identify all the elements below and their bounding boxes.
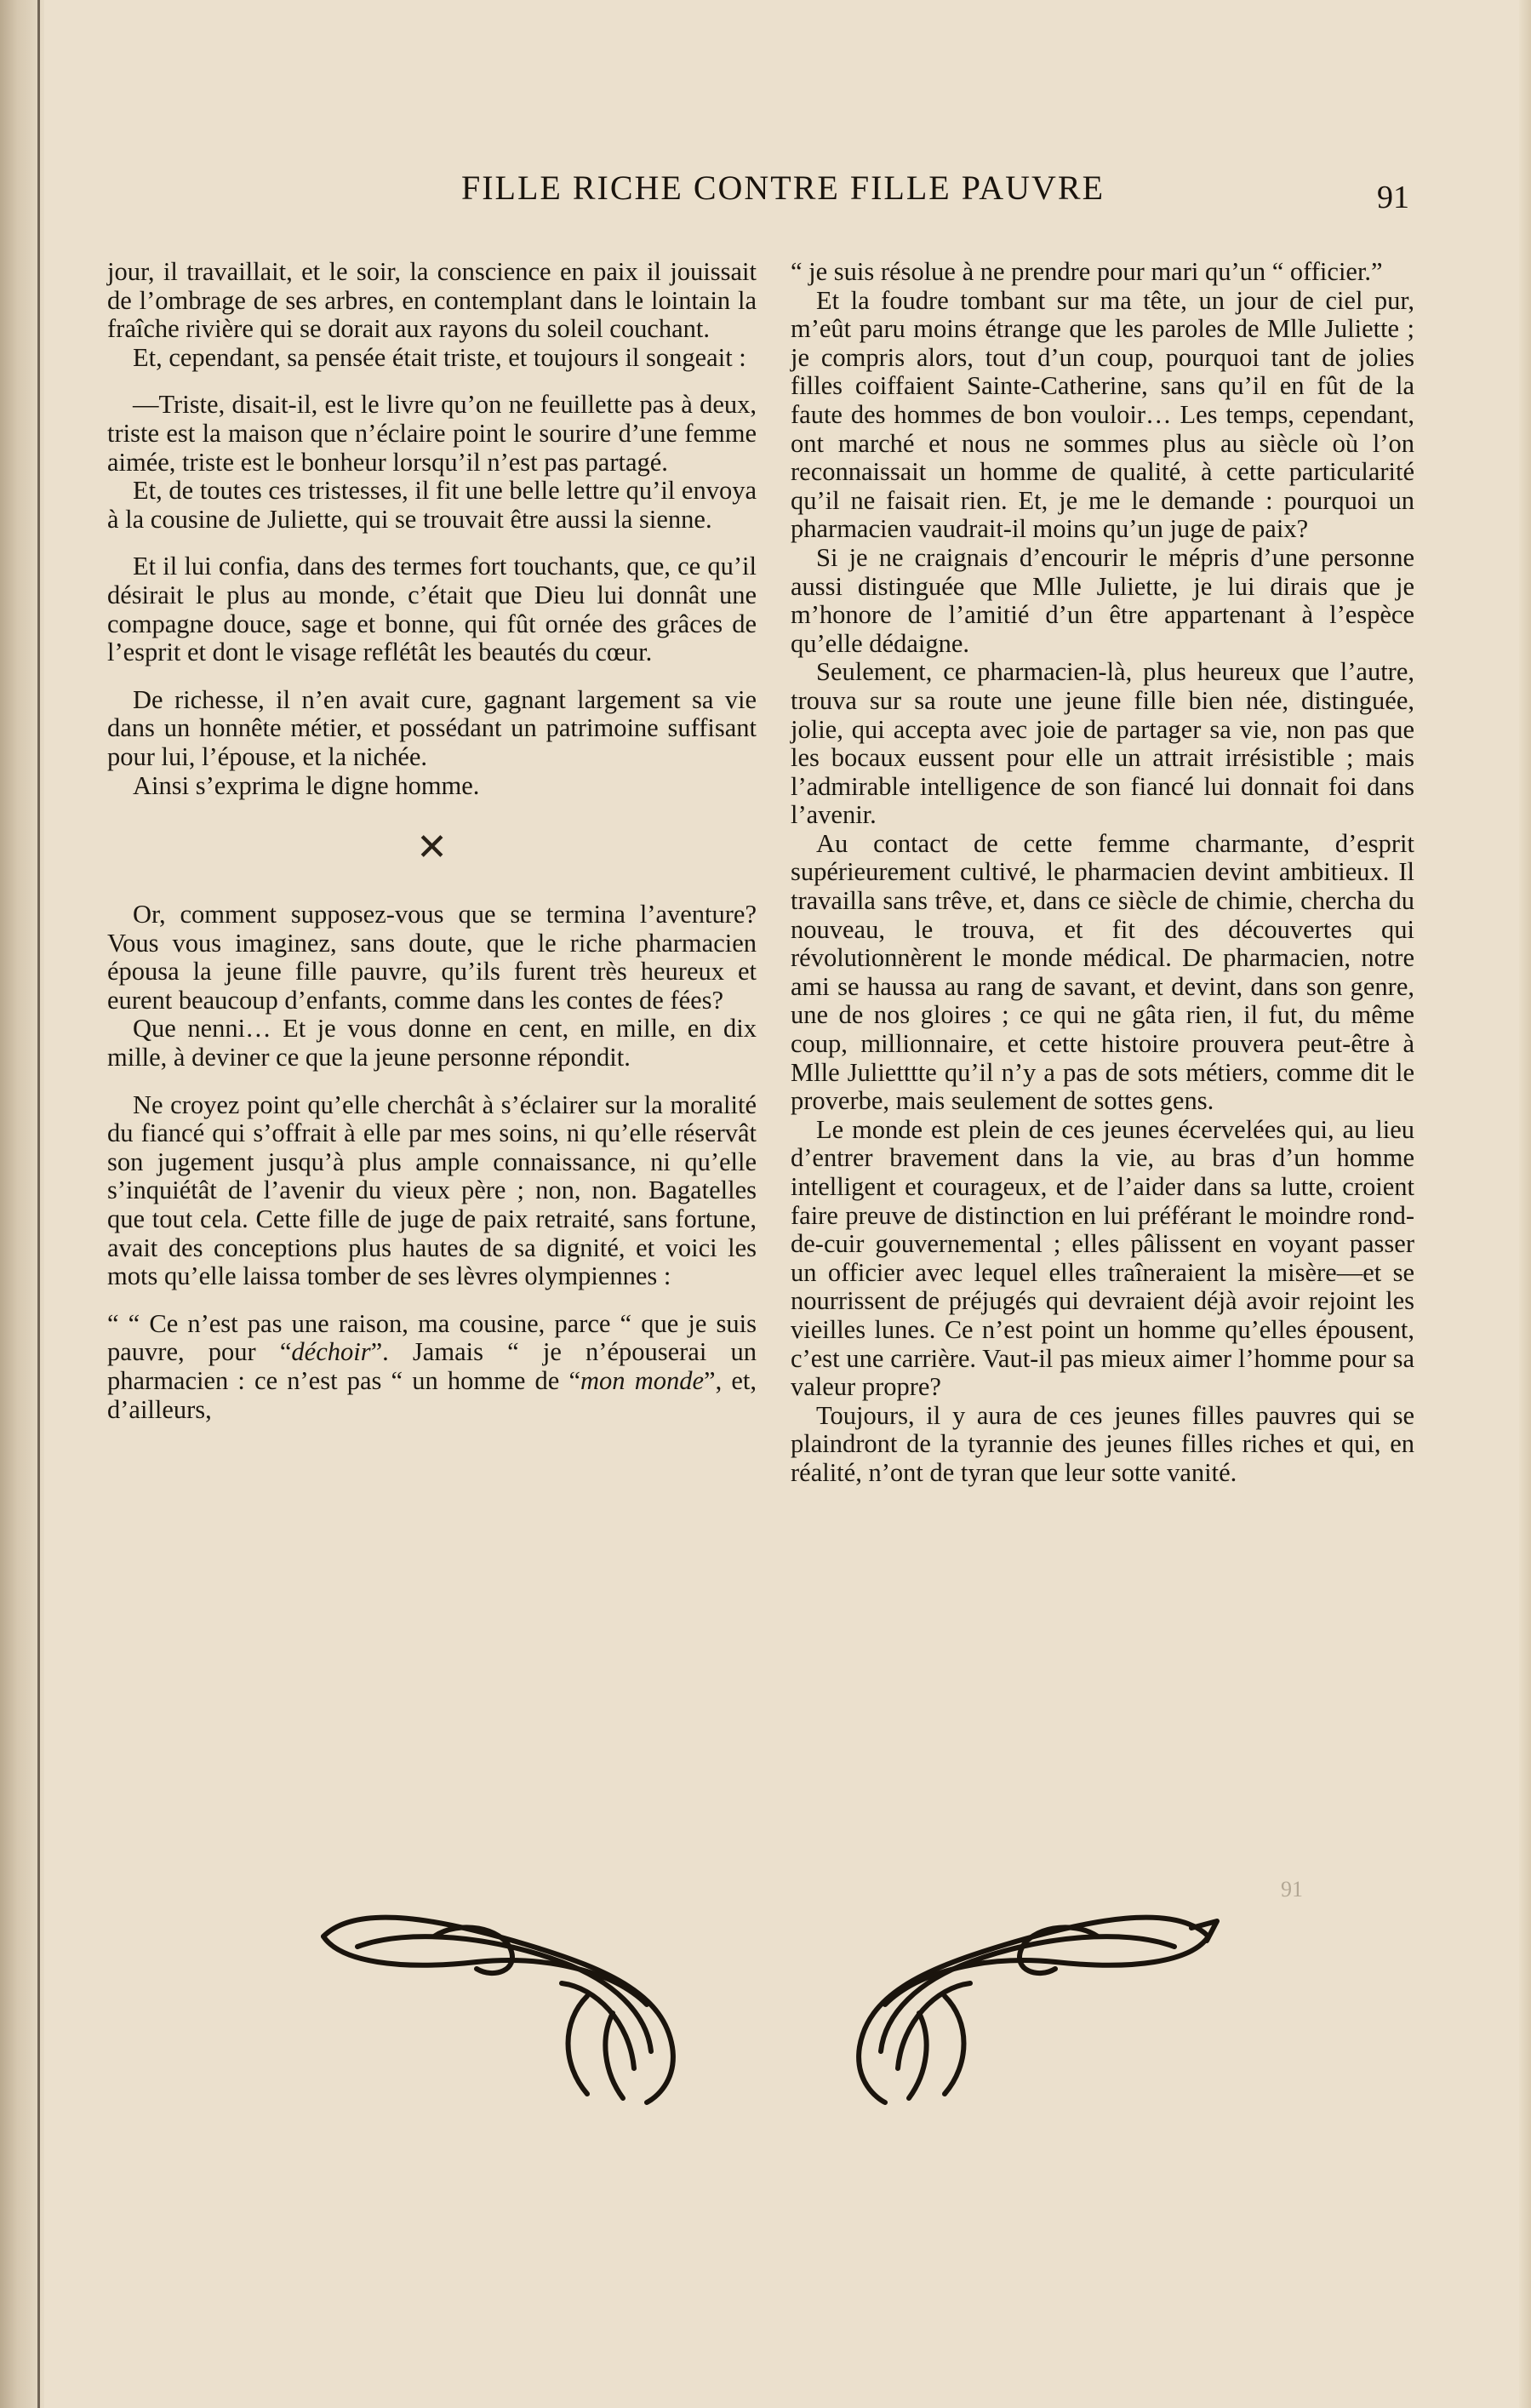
quotation-paragraph — [107, 1310, 757, 1424]
paragraph: Ainsi s’exprima le digne homme. — [133, 770, 480, 800]
paragraph: jour, il travaillait, et le soir, la conscience en paix il jouissait de l’ombrage de ses arbres, en contemplant dans le lointain la fraîche rivière qui se dorait aux rayons du soleil couchant. — [107, 257, 757, 344]
paragraph: —Triste, disait-il, est le livre qu’on ne feuillette pas à deux, triste est la maison que n’éclaire point le sourire d’une femme aimée, triste est le bonheur lorsqu’il n’est pas partagé. — [107, 390, 757, 477]
quote-text: “ “ Ce n’est pas une raison, ma cousine, parce “ que je suis pauvre, pour “ — [107, 1308, 757, 1367]
quote-text: ”, et, d’ailleurs, — [107, 1366, 757, 1424]
binding-edge — [37, 0, 40, 2408]
page-number: 91 — [1377, 180, 1409, 215]
paragraph: Ne croyez point qu’elle cherchât à s’éclairer sur la moralité du fiancé qui s’offrait à elle par mes soins, ni qu’elle réservât son jugement jusqu’à plus ample connaissance, ni qu’elle s’inquiétât de l’avenir du vieux père ; non, non. Bagatelles que tout cela. Cette fille de juge de paix retraité, sans fortune, avait des conceptions plus hautes de sa dignité, et voici les mots qu’elle laissa tomber de ses lèvres olympiennes : — [107, 1090, 757, 1291]
paragraph: Or, comment supposez-vous que se termina l’aventure? Vous vous imaginez, sans doute, que le riche pharmacien épousa la jeune fille pauvre, qu’ils furent très heureux et eurent beaucoup d’enfants, comme dans les contes de fées? — [107, 900, 757, 1015]
paragraph: Et, cependant, sa pensée était triste, et toujours il songeait : — [133, 342, 746, 372]
faded-page-mark: 91 — [1281, 1877, 1303, 1902]
left-column — [107, 258, 757, 1424]
paragraph: Et il lui confia, dans des termes fort touchants, que, ce qu’il désirait le plus au monde, c’était que Dieu lui donnât une compagne douce, sage et bonne, qui fût ornée des grâces de l’esprit et dont le visage reflétât les beautés du cœur. — [107, 552, 757, 667]
paragraph: Si je ne craignais d’encourir le mépris d’une personne aussi distinguée que Mlle Juliette, je lui dirais que je m’honore de l’amitié d’un être appartenant à l’espèce qu’elle dédaigne. — [791, 542, 1414, 658]
art-nouveau-tailpiece-icon — [306, 1902, 1225, 2107]
quote-italic-text: déchoir — [291, 1337, 371, 1367]
paragraph: Et, de toutes ces tristesses, il fit une belle lettre qu’il envoya à la cousine de Juliette, qui se trouvait être aussi la sienne. — [107, 476, 757, 534]
paragraph: Au contact de cette femme charmante, d’esprit supérieurement cultivé, le pharmacien devint ambitieux. Il travailla sans trêve, et, dans ce siècle de chimie, chercha du nouveau, le trouva, et fit des découvertes qui révolutionnèrent le monde médical. De pharmacien, notre ami se haussa au rang de savant, et devint, dans son genre, une de nos gloires ; ce qui ne gâta rien, il fut, du même coup, millionnaire, et cette histoire prouvera peut-être à Mlle Julietttte qu’il n’y a pas de sots métiers, comme dit le proverbe, mais seulement de sottes gens. — [791, 828, 1414, 1116]
running-head: FILLE RICHE CONTRE FILLE PAUVRE — [460, 169, 1105, 207]
quote-italic-text: mon monde — [580, 1366, 705, 1395]
section-separator: ✕ — [416, 826, 448, 869]
paragraph: Toujours, il y aura de ces jeunes filles pauvres qui se plaindront de la tyrannie des jeunes filles riches et qui, en réalité, n’ont de tyran que leur sotte vanité. — [791, 1400, 1414, 1487]
paragraph: “ je suis résolue à ne prendre pour mari qu’un “ officier.” — [791, 257, 1383, 286]
paragraph: Et la foudre tombant sur ma tête, un jour de ciel pur, m’eût paru moins étrange que les paroles de Mlle Juliette ; je compris alors, tout d’un coup, pourquoi tant de jolies filles coiffaient Sainte-Catherine, sans qu’il en fût de la faute des hommes de bon vouloir… Les temps, cependant, ont marché et nous ne sommes plus au siècle où l’on reconnaissait un homme de qualité, à cette particularité qu’il ne faisait rien. Et, je me le demande : pourquoi un pharmacien vaudrait-il moins qu’un juge de paix? — [791, 285, 1414, 544]
paragraph: Seulement, ce pharmacien-là, plus heureux que l’autre, trouva sur sa route une jeune fille bien née, distinguée, jolie, qui accepta avec joie de partager sa vie, non pas que les bocaux eussent pour elle un attrait irrésistible ; mais l’admirable intelligence de son fiancé lui donnait foi dans l’avenir. — [791, 657, 1414, 830]
paragraph: De richesse, il n’en avait cure, gagnant largement sa vie dans un honnête métier, et possédant un patrimoine suffisant pour lui, l’épouse, et la nichée. — [107, 684, 757, 771]
quote-text: ”. Jamais “ je n’épouserai un pharmacien : ce n’est pas “ un homme de “ — [107, 1337, 757, 1395]
page-edge — [1519, 0, 1531, 2408]
right-column — [791, 258, 1414, 1488]
paragraph: Que nenni… Et je vous donne en cent, en mille, en dix mille, à deviner ce que la jeune personne répondit. — [107, 1014, 757, 1072]
paragraph: Le monde est plein de ces jeunes écervelées qui, au lieu d’entrer bravement dans la vie, au bras d’un homme intelligent et courageux, et de l’aider dans sa lutte, croient faire preuve de distinction en lui préférant le moindre rond-de-cuir gouvernemental ; elles pâlissent en voyant passer un officier avec lequel elles traîneraient la misère—et se nourrissent de préjugés qui devraient déjà avoir rejoint les vieilles lunes. Ce n’est point un homme qu’elles épousent, c’est une carrière. Vaut-il pas mieux aimer l’homme pour sa valeur propre? — [791, 1114, 1414, 1402]
